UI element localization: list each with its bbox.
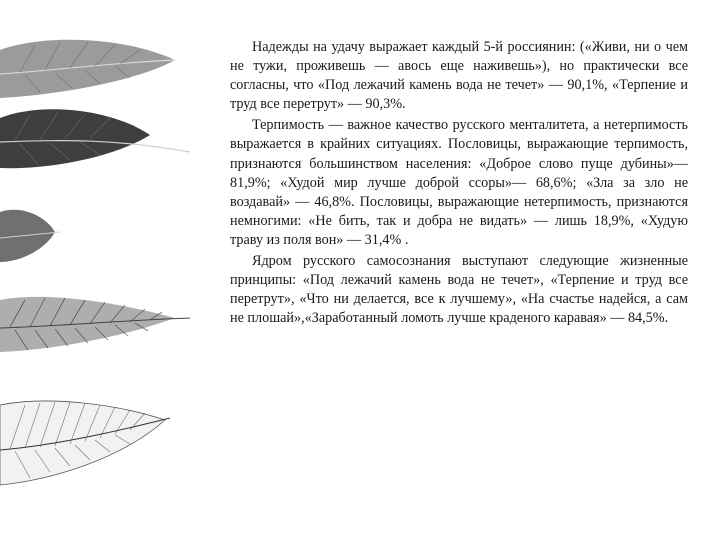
- paragraph-tolerance: Терпимость — важное качество русского менталитета, а нетерпимость выражается в крайних ситуациях. Пословицы, выражающие терпимость, признаются большинством населения: «Доброе слово пуще дубины»— 81,9%; «Худой мир лучше доброй ссоры»— 68,6%; «Зла за зло не воздавай» — 46,8%. Пословицы, выражающие нетерпимость, признаются немногими: «Не бить, так и добра не видать» — лишь 18,9%, «Худую траву из поля вон» — 31,4% .: [230, 117, 688, 248]
- paragraph-hope-for-luck: Надежды на удачу выражает каждый 5-й россиянин: («Живи, ни о чем не тужи, проживешь — авось еще наживешь»), но практически все согласны, что «Под лежачий камень вода не течет» — 90,1%, «Терпение и труд все перетрут» — 90,3%.: [230, 39, 688, 113]
- feather-icon: [0, 40, 175, 98]
- paragraph-core-principles: Ядром русского самосознания выступают следующие жизненные принципы: «Под лежачий камень вода не течет», «Терпение и труд все перетрут», «Что ни делается, все к лучшему», «На счастье надейся, а сам не плошай»,«Заработанный ломоть лучше краденого каравая» — 84,5%.: [230, 253, 688, 327]
- feather-icon: [0, 210, 60, 262]
- feather-illustrations: [0, 0, 230, 540]
- text-block: [230, 38, 688, 330]
- feather-icon: [0, 297, 190, 352]
- feather-icon: [0, 109, 190, 168]
- feather-icon: [0, 401, 170, 485]
